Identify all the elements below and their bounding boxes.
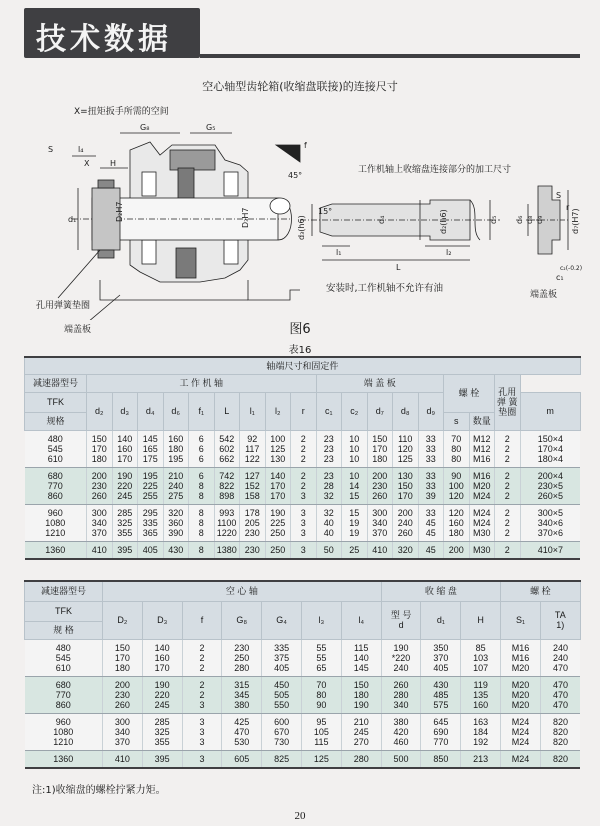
table2-col-header: TA 1) xyxy=(540,601,580,639)
table2-cell: 55 55 65 xyxy=(301,639,341,676)
table1-row xyxy=(25,430,581,467)
table1-header-washer: 孔用弹 簧垫圈 xyxy=(495,374,521,430)
table2-cell: 500 xyxy=(381,751,421,769)
table1-col-header: m xyxy=(520,392,580,430)
table1-cell: 405 xyxy=(138,542,164,560)
dim-d4: d₄ xyxy=(377,215,386,224)
dim-l1: l₁ xyxy=(336,248,342,257)
table2-col-header: D₂ xyxy=(103,601,143,639)
table1-cell: 993 1100 1220 xyxy=(214,504,240,541)
table1-row xyxy=(25,542,581,560)
table2-col-header: l₄ xyxy=(341,601,381,639)
table1-cell: 200 240 260 xyxy=(393,504,419,541)
dim-d6: d₆ xyxy=(515,215,524,224)
dim-l4: l₄ xyxy=(78,145,84,154)
table1-cell: 23 28 32 xyxy=(316,467,342,504)
table2-cell: 820 xyxy=(540,751,580,769)
table1-cell: 2 2 2 xyxy=(495,430,521,467)
table2-cell: 820 820 820 xyxy=(540,713,580,750)
table1-row xyxy=(25,504,581,541)
table2-header-disc: 收 缩 盘 xyxy=(381,581,500,601)
table2-row xyxy=(25,676,581,713)
dim-r: r xyxy=(566,203,570,212)
table2-header-model: 减速器型号 xyxy=(25,581,103,601)
table2-cell: 230 250 280 xyxy=(222,639,262,676)
table2-header-spec: 规 格 xyxy=(25,621,103,639)
table1-cell: 430 xyxy=(163,542,189,560)
table1-header-model: 减速器型号 xyxy=(25,374,87,392)
table1-cell: 33 45 45 xyxy=(418,504,444,541)
table2-cell: 190 *220 240 xyxy=(381,639,421,676)
table2-cell: 850 xyxy=(421,751,461,769)
dim-h: H xyxy=(110,159,117,168)
label-spring-ring: 孔用弹簧垫圈 xyxy=(36,301,91,311)
table1-header-bolt: 螺 栓 xyxy=(444,374,495,412)
table2-cell: 125 xyxy=(301,751,341,769)
dim-d3h7: D₃H7 xyxy=(241,207,250,228)
table1-cell: 195 225 255 xyxy=(138,467,164,504)
table1-group-title: 轴端尺寸和固定件 xyxy=(25,357,581,374)
table1-cell: 190 220 245 xyxy=(112,467,138,504)
table2-col-header: S₁ xyxy=(501,601,541,639)
table1-col-header: d₃ xyxy=(112,392,138,430)
dim-45deg: 45° xyxy=(288,171,303,180)
table2-col-header: D₃ xyxy=(142,601,182,639)
table2-cell: 70 80 90 xyxy=(301,676,341,713)
hollow-shaft-table xyxy=(24,580,581,769)
table1-cell: 145 165 175 xyxy=(138,430,164,467)
table1-cell: 140 170 170 xyxy=(265,467,291,504)
table1-cell: 8 xyxy=(189,542,215,560)
table1-cell: 33 33 33 xyxy=(418,430,444,467)
table1-cell: M30 xyxy=(469,542,495,560)
table1-cell: 10 14 15 xyxy=(342,467,368,504)
dim-d5: d₅ xyxy=(489,215,498,224)
table2-cell: 2 2 3 xyxy=(182,676,222,713)
table1-cell: 2 2 2 xyxy=(291,430,317,467)
page-number: 20 xyxy=(294,810,306,822)
table1-cell: 3 3 3 xyxy=(291,504,317,541)
table2-row xyxy=(25,713,581,750)
header-rule xyxy=(200,54,580,58)
dim-d1: d₁ xyxy=(68,215,77,224)
table1-cell: 410×7 xyxy=(520,542,580,560)
table1-col-header: L xyxy=(214,392,240,430)
table2-cell: M20 M20 M20 xyxy=(501,676,541,713)
table1-col-header: c₂ xyxy=(342,392,368,430)
table2-row xyxy=(25,639,581,676)
dim-s: S xyxy=(48,145,54,154)
table1-cell: 6 6 6 xyxy=(189,430,215,467)
table1-cell: 127 152 158 xyxy=(240,467,266,504)
table1-cell: 1380 xyxy=(214,542,240,560)
table1-cell: 410 xyxy=(87,542,113,560)
table2-cell: 163 184 192 xyxy=(461,713,501,750)
dim-g8: G₈ xyxy=(140,123,150,132)
header-title: 技术数据 xyxy=(36,22,172,57)
table2-cell: 190 220 245 xyxy=(142,676,182,713)
table1-cell: 2 2 2 xyxy=(495,467,521,504)
table2-cell: 280 xyxy=(341,751,381,769)
table1-cell: 300×5 340×6 370×6 xyxy=(520,504,580,541)
table1-header-tfk: TFK xyxy=(25,392,87,412)
table1-cell: M12 M12 M16 xyxy=(469,430,495,467)
table1-header-cover: 端 盖 板 xyxy=(316,374,444,392)
table1-cell: 960 1080 1210 xyxy=(25,504,87,541)
table2-cell: 285 325 355 xyxy=(142,713,182,750)
table1-col-header: d₄ xyxy=(138,392,164,430)
table2-cell: 3 xyxy=(182,751,222,769)
table1-cell: 32 40 40 xyxy=(316,504,342,541)
table2-cell: M24 xyxy=(501,751,541,769)
table2-header-hollow: 空 心 轴 xyxy=(103,581,382,601)
table2-cell: 470 470 470 xyxy=(540,676,580,713)
process-title: 工作机轴上收缩盘连接部分的加工尺寸 xyxy=(358,165,512,175)
table1-cell: 10 10 10 xyxy=(342,430,368,467)
table2-cell: 605 xyxy=(222,751,262,769)
table1-cell: 8 8 8 xyxy=(189,504,215,541)
oil-note: 安装时,工作机轴不允许有油 xyxy=(326,283,444,294)
table2-cell: 380 420 460 xyxy=(381,713,421,750)
figure-number: 图6 xyxy=(289,322,311,337)
table2-cell: 3 3 3 xyxy=(182,713,222,750)
table1-cell: 90 100 120 xyxy=(444,467,470,504)
dim-g5: G₅ xyxy=(206,123,216,132)
table1-cell: 15 19 19 xyxy=(342,504,368,541)
table2-cell: 85 103 107 xyxy=(461,639,501,676)
table2-cell: M16 M16 M20 xyxy=(501,639,541,676)
table2-cell: 350 370 405 xyxy=(421,639,461,676)
dim-d9: d₉ xyxy=(535,215,544,224)
table2-cell: 410 xyxy=(103,751,143,769)
dim-d2: d₂(h6) xyxy=(439,209,448,234)
table2-cell: 150 180 190 xyxy=(341,676,381,713)
table2-col-header: d₁ xyxy=(421,601,461,639)
table1-col-header: l₂ xyxy=(265,392,291,430)
table1-cell: 285 325 355 xyxy=(112,504,138,541)
table1-cell: 1360 xyxy=(25,542,87,560)
table1-cell: 23 23 23 xyxy=(316,430,342,467)
table2-cell: 150 170 180 xyxy=(103,639,143,676)
table2-cell: 430 485 575 xyxy=(421,676,461,713)
table1-cell: 395 xyxy=(112,542,138,560)
table1-cell: 150 170 180 xyxy=(87,430,113,467)
table1-col-header: d₂ xyxy=(87,392,113,430)
table2-cell: 680 770 860 xyxy=(25,676,103,713)
table2-cell: 115 140 145 xyxy=(341,639,381,676)
table2-cell: 315 345 380 xyxy=(222,676,262,713)
table1-cell: 680 770 860 xyxy=(25,467,87,504)
table1-cell: 92 117 122 xyxy=(240,430,266,467)
table1-cell: 300 340 370 xyxy=(87,504,113,541)
table2-cell: 240 240 470 xyxy=(540,639,580,676)
table2-col-header: l₃ xyxy=(301,601,341,639)
table1-cell: 542 602 662 xyxy=(214,430,240,467)
table-caption: 表16 xyxy=(288,345,312,356)
table1-header-shaft: 工 作 机 轴 xyxy=(87,374,317,392)
table1-cell: 190 225 250 xyxy=(265,504,291,541)
table2-cell: 450 505 550 xyxy=(262,676,302,713)
table1-cell: 200 xyxy=(444,542,470,560)
dim-l2: l₂ xyxy=(446,248,452,257)
table1-cell: M16 M20 M24 xyxy=(469,467,495,504)
table2-cell: 213 xyxy=(461,751,501,769)
dim-c1: c₁ xyxy=(556,273,564,282)
table2-cell: 425 470 530 xyxy=(222,713,262,750)
dim-l: L xyxy=(396,263,401,272)
table2-header-bolt: 螺 栓 xyxy=(501,581,581,601)
dim-c2: c₂(-0.2) xyxy=(560,265,583,272)
table1-cell: 320 xyxy=(393,542,419,560)
dim-d7: d₇(H7) xyxy=(571,208,580,234)
table2-cell: 200 230 260 xyxy=(103,676,143,713)
table1-cell: 178 205 230 xyxy=(240,504,266,541)
shaft-end-table xyxy=(24,356,581,560)
table1-cell: 160 180 195 xyxy=(163,430,189,467)
table2-cell: 600 670 730 xyxy=(262,713,302,750)
dim-d8: d₈ xyxy=(525,215,534,224)
table2-cell: 1360 xyxy=(25,751,103,769)
table2-cell: 480 545 610 xyxy=(25,639,103,676)
table2-cell: 210 245 270 xyxy=(341,713,381,750)
table2-header-tfk: TFK xyxy=(25,601,103,621)
table1-col-header: d₈ xyxy=(393,392,419,430)
table2-cell: 960 1080 1210 xyxy=(25,713,103,750)
table2-col-header: 型 号 d xyxy=(381,601,421,639)
table1-header-spec: 规格 xyxy=(25,412,87,430)
table1-cell: 100 125 130 xyxy=(265,430,291,467)
table2-cell: 395 xyxy=(142,751,182,769)
table1-cell: 200 230 260 xyxy=(367,467,393,504)
table1-cell: 295 335 365 xyxy=(138,504,164,541)
table1-col-header: s xyxy=(444,412,470,430)
table1-cell: 33 33 39 xyxy=(418,467,444,504)
table1-cell: 250 xyxy=(265,542,291,560)
footnote: 注:1)收缩盘的螺栓拧紧力矩。 xyxy=(32,785,166,796)
table1-cell: 45 xyxy=(418,542,444,560)
table1-cell: 210 240 275 xyxy=(163,467,189,504)
table1-col-header: f₁ xyxy=(189,392,215,430)
dim-f: f xyxy=(304,141,307,150)
label-end-cover-right: 端盖板 xyxy=(530,290,558,300)
table2-cell: 260 280 340 xyxy=(381,676,421,713)
table2-cell: M24 M24 M24 xyxy=(501,713,541,750)
table1-cell: 25 xyxy=(342,542,368,560)
table1-row xyxy=(25,467,581,504)
table1-cell: 230 xyxy=(240,542,266,560)
table2-cell: 645 690 770 xyxy=(421,713,461,750)
table2-cell: 140 160 170 xyxy=(142,639,182,676)
dim-15deg: 15° xyxy=(318,207,333,216)
table1-cell: 140 160 170 xyxy=(112,430,138,467)
dim-d2h7: D₂H7 xyxy=(115,201,124,222)
technical-drawing xyxy=(0,100,600,320)
table2-cell: 2 2 2 xyxy=(182,639,222,676)
table2-col-header: G₄ xyxy=(262,601,302,639)
table1-cell: 480 545 610 xyxy=(25,430,87,467)
table1-cell: 50 xyxy=(316,542,342,560)
table1-col-header: d₇ xyxy=(367,392,393,430)
table1-col-header: 数量 xyxy=(469,412,495,430)
table2-cell: 335 375 405 xyxy=(262,639,302,676)
table1-cell: 130 150 170 xyxy=(393,467,419,504)
table1-cell: 200×4 230×5 260×5 xyxy=(520,467,580,504)
table1-cell: 410 xyxy=(367,542,393,560)
table1-cell: 2 2 2 xyxy=(495,504,521,541)
table1-cell: 320 360 390 xyxy=(163,504,189,541)
table1-col-header: c₁ xyxy=(316,392,342,430)
table1-cell: 150×4 170×4 180×4 xyxy=(520,430,580,467)
table1-cell: 150 170 180 xyxy=(367,430,393,467)
table2-cell: 825 xyxy=(262,751,302,769)
table1-col-header: d₉ xyxy=(418,392,444,430)
figure-title: 空心轴型齿轮箱(收缩盘联接)的连接尺寸 xyxy=(202,80,398,93)
dim-d3: d₃(h6) xyxy=(297,215,306,240)
table1-cell: 300 340 370 xyxy=(367,504,393,541)
table1-cell: 2 2 3 xyxy=(291,467,317,504)
dim-s-cover: S xyxy=(556,191,562,200)
table1-cell: 200 230 260 xyxy=(87,467,113,504)
table1-cell: 70 80 80 xyxy=(444,430,470,467)
table1-col-header: d₆ xyxy=(163,392,189,430)
table2-cell: 95 105 115 xyxy=(301,713,341,750)
table1-cell: M24 M24 M30 xyxy=(469,504,495,541)
table1-cell: 6 8 8 xyxy=(189,467,215,504)
table1-cell: 3 xyxy=(291,542,317,560)
label-end-cover: 端盖板 xyxy=(64,325,92,335)
x-note: X=扭矩扳手所需的空间 xyxy=(74,107,169,117)
table2-col-header: f xyxy=(182,601,222,639)
dim-x: X xyxy=(84,159,90,168)
table1-cell: 110 120 125 xyxy=(393,430,419,467)
table1-col-header: l₁ xyxy=(240,392,266,430)
table1-cell: 742 822 898 xyxy=(214,467,240,504)
table2-col-header: H xyxy=(461,601,501,639)
table2-cell: 119 135 160 xyxy=(461,676,501,713)
table2-col-header: G₈ xyxy=(222,601,262,639)
table2-cell: 300 340 370 xyxy=(103,713,143,750)
table1-cell: 120 160 180 xyxy=(444,504,470,541)
table2-row xyxy=(25,751,581,769)
table1-cell: 2 xyxy=(495,542,521,560)
table1-col-header: r xyxy=(291,392,317,430)
